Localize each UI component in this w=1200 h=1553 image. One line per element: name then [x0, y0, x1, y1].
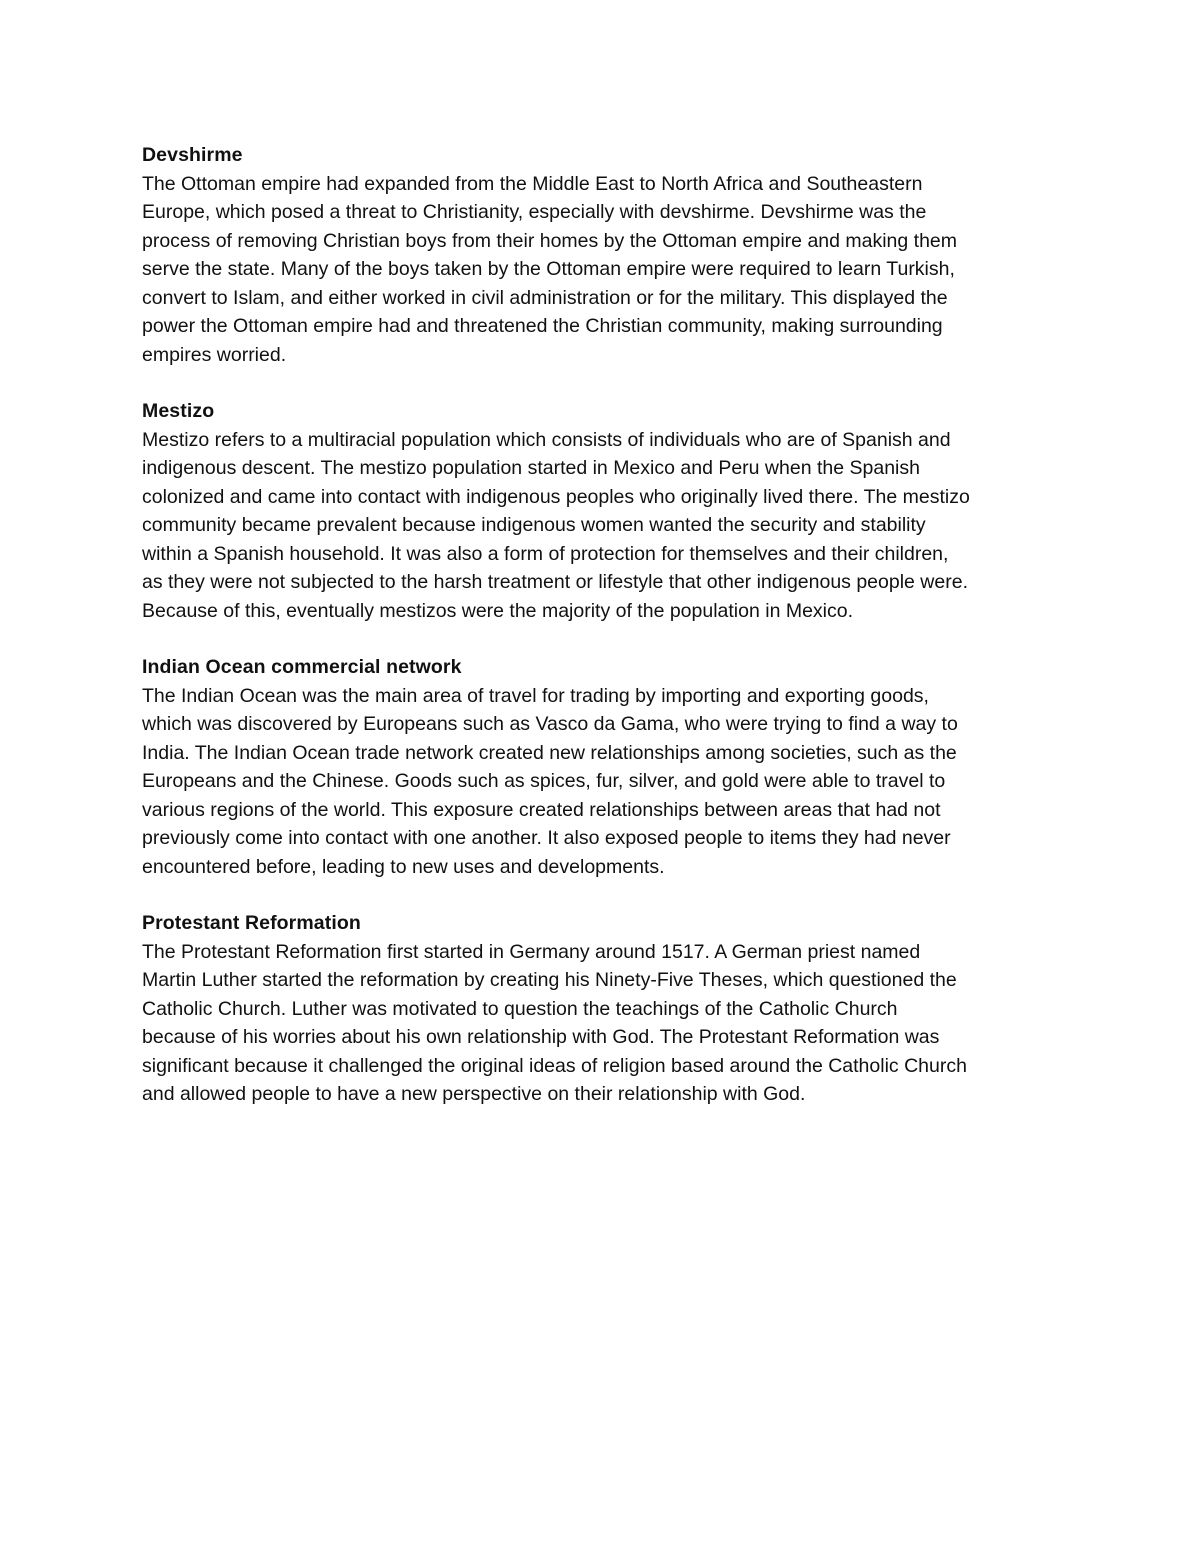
section-paragraph — [142, 426, 1072, 626]
paragraph-line: The Ottoman empire had expanded from the Middle East to North Africa and Southeastern — [142, 172, 923, 195]
section-paragraph — [142, 938, 1072, 1109]
section-paragraph — [142, 682, 1072, 882]
section-heading: Indian Ocean commercial network — [142, 656, 462, 678]
paragraph-line: colonized and came into contact with indigenous peoples who originally lived there. The mestizo — [142, 485, 970, 508]
section-heading: Mestizo — [142, 400, 215, 422]
section-devshirme — [142, 141, 1072, 369]
paragraph-line: indigenous descent. The mestizo population started in Mexico and Peru when the Spanish — [142, 457, 920, 479]
paragraph-line: India. The Indian Ocean trade network created new relationships among societies, such as the — [142, 741, 957, 764]
paragraph-line: within a Spanish household. It was also a form of protection for themselves and their children, — [142, 542, 949, 565]
paragraph-line: Because of this, eventually mestizos were the majority of the population in Mexico. — [142, 599, 854, 622]
paragraph-line: Martin Luther started the reformation by creating his Ninety-Five Theses, which questioned the — [142, 969, 957, 991]
paragraph-line: process of removing Christian boys from their homes by the Ottoman empire and making them — [142, 229, 958, 252]
section-mestizo — [142, 397, 1072, 625]
paragraph-line: and allowed people to have a new perspective on their relationship with God. — [142, 1083, 806, 1105]
paragraph-line: serve the state. Many of the boys taken by the Ottoman empire were required to learn Turkish, — [142, 258, 955, 280]
document-content — [142, 141, 1072, 1137]
paragraph-line: Mestizo refers to a multiracial population which consists of individuals who are of Spanish and — [142, 428, 951, 451]
paragraph-line: Europeans and the Chinese. Goods such as spices, fur, silver, and gold were able to travel to — [142, 770, 946, 792]
section-protestant-reformation — [142, 909, 1072, 1109]
paragraph-line: convert to Islam, and either worked in civil administration or for the military. This displayed the — [142, 286, 948, 309]
paragraph-line: The Indian Ocean was the main area of travel for trading by importing and exporting goods, — [142, 684, 929, 707]
paragraph-line: various regions of the world. This exposure created relationships between areas that had not — [142, 798, 941, 821]
paragraph-line: as they were not subjected to the harsh treatment or lifestyle that other indigenous people were. — [142, 571, 968, 593]
paragraph-line: which was discovered by Europeans such as Vasco da Gama, who were trying to find a way to — [142, 713, 958, 735]
section-indian-ocean — [142, 653, 1072, 881]
paragraph-line: power the Ottoman empire had and threatened the Christian community, making surrounding — [142, 315, 943, 337]
paragraph-line: community became prevalent because indigenous women wanted the security and stability — [142, 514, 926, 536]
paragraph-line: previously come into contact with one another. It also exposed people to items they had never — [142, 827, 951, 849]
paragraph-line: The Protestant Reformation first started in Germany around 1517. A German priest named — [142, 940, 921, 963]
paragraph-line: because of his worries about his own relationship with God. The Protestant Reformation was — [142, 1026, 940, 1048]
paragraph-line: significant because it challenged the original ideas of religion based around the Catholic Church — [142, 1054, 967, 1077]
section-paragraph — [142, 170, 1072, 370]
section-heading: Protestant Reformation — [142, 912, 361, 934]
paragraph-line: Catholic Church. Luther was motivated to question the teachings of the Catholic Church — [142, 997, 898, 1020]
paragraph-line: Europe, which posed a threat to Christianity, especially with devshirme. Devshirme was the — [142, 201, 927, 223]
paragraph-line: empires worried. — [142, 343, 287, 366]
paragraph-line: encountered before, leading to new uses and developments. — [142, 855, 665, 878]
section-heading: Devshirme — [142, 144, 243, 166]
